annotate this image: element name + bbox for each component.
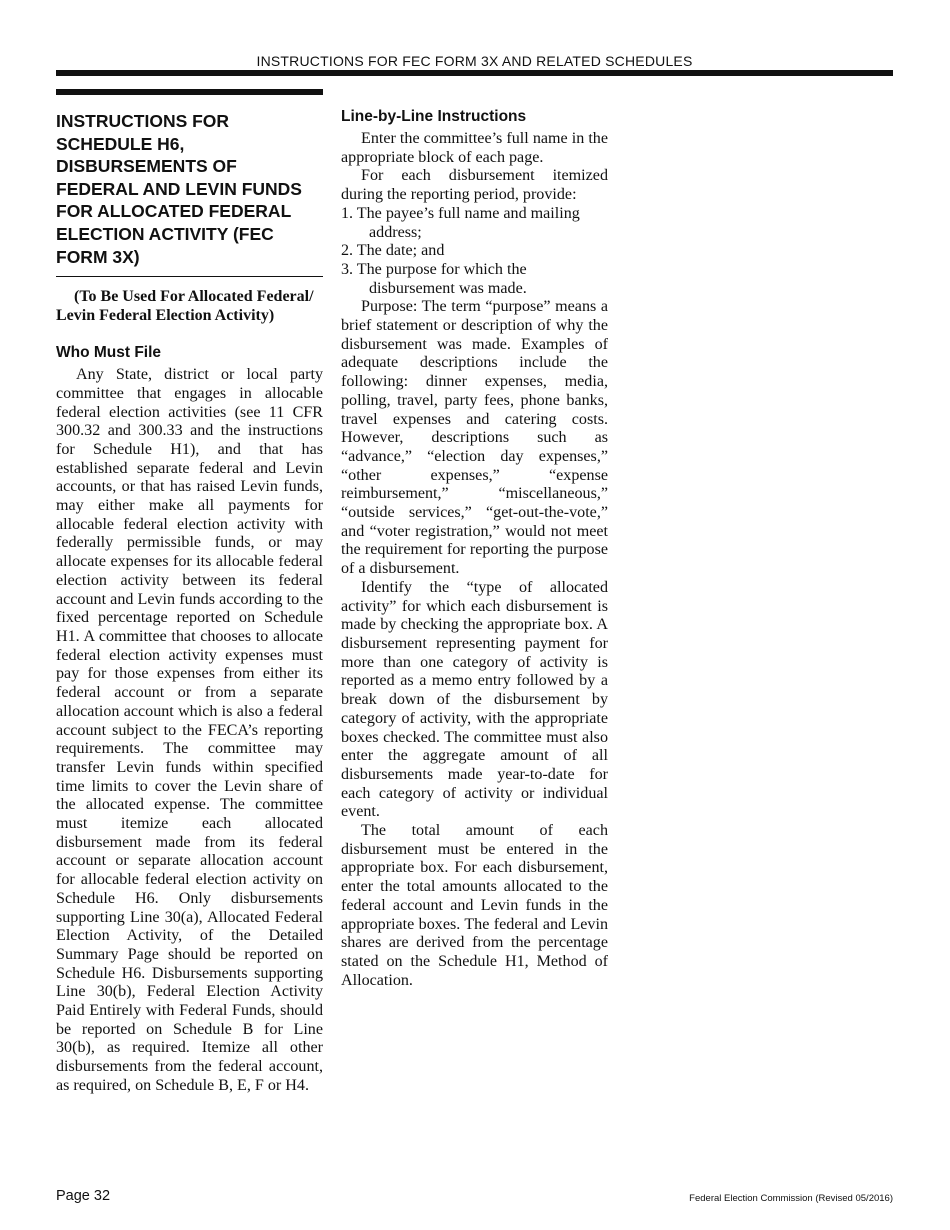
title-divider <box>56 276 323 277</box>
who-must-file-body: Any State, district or local party committee that engages in allocable federal election activities (see 11 CFR 300.32 and 300.33 and the instructions for Schedule H1), and that has established separate federal and Levin accounts, or that has raised Levin funds, may either make all payments for allocable federal election activity with federally permissible funds, or may allocate expenses for its allocable federal election activity between its federal account and Levin funds according to the fixed percentage reported on Schedule H1. A committee that chooses to allocate federal election activity expenses must pay for those expenses from either its federal account or from a separate allocation account which is also a federal account subject to the FECA’s reporting requirements. The committee may transfer Levin funds within specified time limits to cover the Levin share of the allocated expense. The committee must itemize each allocated disbursement made from its federal account or separate allocation account for allocable federal election activity on Schedule H6. Only disbursements supporting Line 30(a), Allocated Federal Election Activity, of the Detailed Summary Page should be reported on Schedule H6. Disbursements supporting Line 30(b), Federal Election Activity Paid Entirely with Federal Funds, should be reported on Schedule B for Line 30(b), as required. Itemize all other disbursements from the federal account, as required, on Schedule B, E, F or H4. <box>56 366 323 1094</box>
itemize-list <box>341 205 608 299</box>
column-rule <box>56 89 323 95</box>
total-amount-paragraph: The total amount of each disbursement must be entered in the appropriate box. For each disbursement, enter the total amounts allocated to the federal account and Levin funds in the appropriate boxes. The federal and Levin shares are derived from the percentage stated on the Schedule H1, Method of Allocation. <box>341 822 608 989</box>
list-item: 2. The date; and <box>341 242 445 260</box>
header-rule <box>56 70 893 76</box>
committee-name-paragraph: Enter the committee’s full name in the appropriate block of each page. <box>341 130 608 166</box>
itemize-paragraph: For each disbursement itemized during the reporting period, provide: <box>341 167 608 204</box>
list-item: 1. The payee’s full name and mailing address; <box>341 204 580 241</box>
footer-credit: Federal Election Commission (Revised 05/2016) <box>689 1193 893 1204</box>
page-number: Page 32 <box>56 1188 111 1204</box>
left-column <box>56 106 323 1096</box>
line-by-line-heading: Line-by-Line Instructions <box>341 108 527 125</box>
right-column <box>341 107 608 990</box>
list-item: 3. The purpose for which the disbursement was made. <box>341 260 527 297</box>
activity-type-paragraph: Identify the “type of allocated activity” for which each disbursement is made by checking the appropriate box. A disbursement representing payment for more than one category of activity is reported as a memo entry followed by a break down of the disbursement by category of activity, with the appropriate boxes checked. The committee must also enter the aggregate amount of all disbursements made year-to-date for each category of activity or individual event. <box>341 578 608 821</box>
who-must-file-heading: Who Must File <box>56 344 162 362</box>
usage-note: (To Be Used For Allocated Federal/ Levin Federal Election Activity) <box>56 288 314 325</box>
schedule-title: INSTRUCTIONS FOR SCHEDULE H6, DISBURSEMENTS OF FEDERAL AND LEVIN FUNDS FOR ALLOCATED FEDERAL ELECTION ACTIVITY (FEC FORM 3X) <box>56 111 302 267</box>
running-header: INSTRUCTIONS FOR FEC FORM 3X AND RELATED SCHEDULES <box>256 53 693 69</box>
purpose-paragraph: Purpose: The term “purpose” means a brief statement or description of why the disbursement was made. Examples of adequate descriptions include the following: dinner expenses, media, polling, travel, party fees, phone banks, travel expenses and catering costs. However, descriptions such as “advance,” “election day expenses,” “other expenses,” “expense reimbursement,” “miscellaneous,” “outside services,” “get-out-the-vote,” and “voter registration,” would not meet the requirement for reporting the purpose of a disbursement. <box>341 298 608 578</box>
